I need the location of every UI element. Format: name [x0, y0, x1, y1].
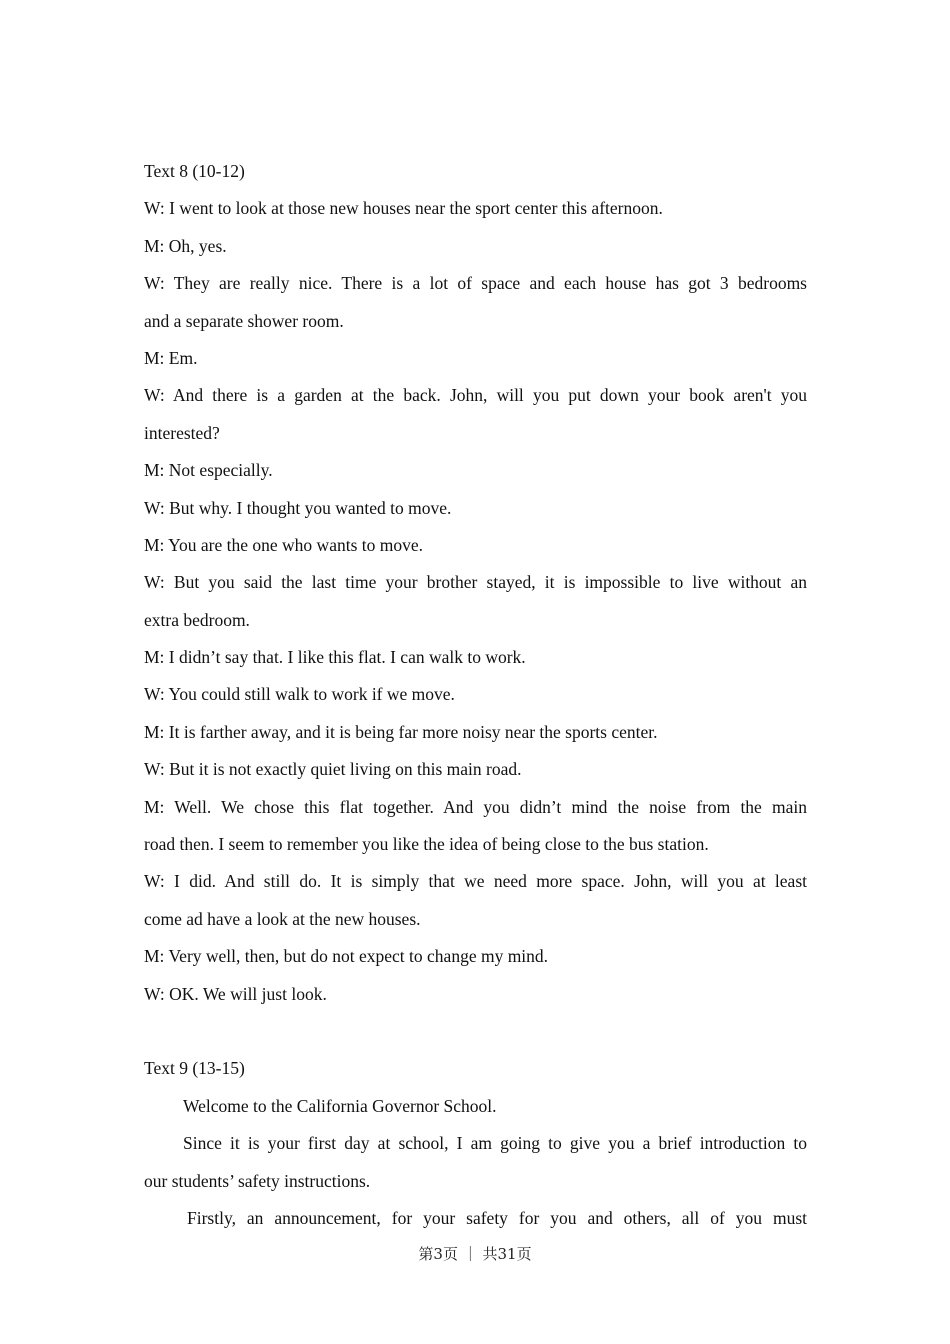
dialogue-line: W: They are really nice. There is a lot of space and each house has got 3 bedrooms [144, 273, 807, 294]
paragraph-line: Firstly, an announcement, for your safety for you and others, all of you must [187, 1207, 807, 1228]
dialogue-line: M: Oh, yes. [144, 235, 227, 256]
paragraph-line: Welcome to the California Governor School. [183, 1095, 497, 1116]
dialogue-line: W: I went to look at those new houses near the sport center this afternoon. [144, 198, 663, 219]
dialogue-line: M: It is farther away, and it is being far more noisy near the sports center. [144, 721, 658, 742]
dialogue-line: extra bedroom. [144, 609, 250, 630]
dialogue-line: M: Not especially. [144, 460, 273, 481]
dialogue-line: interested? [144, 422, 220, 443]
dialogue-line: W: But it is not exactly quiet living on this main road. [144, 759, 522, 780]
dialogue-line: M: Em. [144, 347, 198, 368]
page-footer: 第3页 ｜ 共31页 [418, 1245, 532, 1263]
dialogue-line: and a separate shower room. [144, 310, 344, 331]
document-body [144, 153, 807, 1237]
dialogue-line: W: And there is a garden at the back. John, will you put down your book aren't you [144, 385, 807, 406]
dialogue-line: M: Very well, then, but do not expect to change my mind. [144, 946, 549, 967]
paragraph-line: Since it is your first day at school, I am going to give you a brief introduction to [183, 1133, 807, 1154]
dialogue-line: M: You are the one who wants to move. [144, 534, 424, 555]
dialogue-line: come ad have a look at the new houses. [144, 908, 421, 929]
dialogue-line: road then. I seem to remember you like the idea of being close to the bus station. [144, 834, 709, 855]
dialogue-line: M: Well. We chose this flat together. And you didn’t mind the noise from the main [144, 796, 807, 817]
paragraph-line: our students’ safety instructions. [144, 1170, 371, 1191]
dialogue-line: W: You could still walk to work if we move. [144, 684, 455, 705]
dialogue-line: W: OK. We will just look. [144, 983, 327, 1004]
dialogue-line: M: I didn’t say that. I like this flat. I can walk to work. [144, 647, 526, 668]
dialogue-line: W: But why. I thought you wanted to move. [144, 497, 452, 518]
section-heading-text8: Text 8 (10-12) [144, 161, 245, 181]
section-heading-text9: Text 9 (13-15) [144, 1058, 245, 1079]
section-spacer [144, 1013, 807, 1050]
dialogue-line: W: But you said the last time your brother stayed, it is impossible to live without an [144, 572, 807, 593]
dialogue-line: W: I did. And still do. It is simply that we need more space. John, will you at least [144, 871, 807, 892]
